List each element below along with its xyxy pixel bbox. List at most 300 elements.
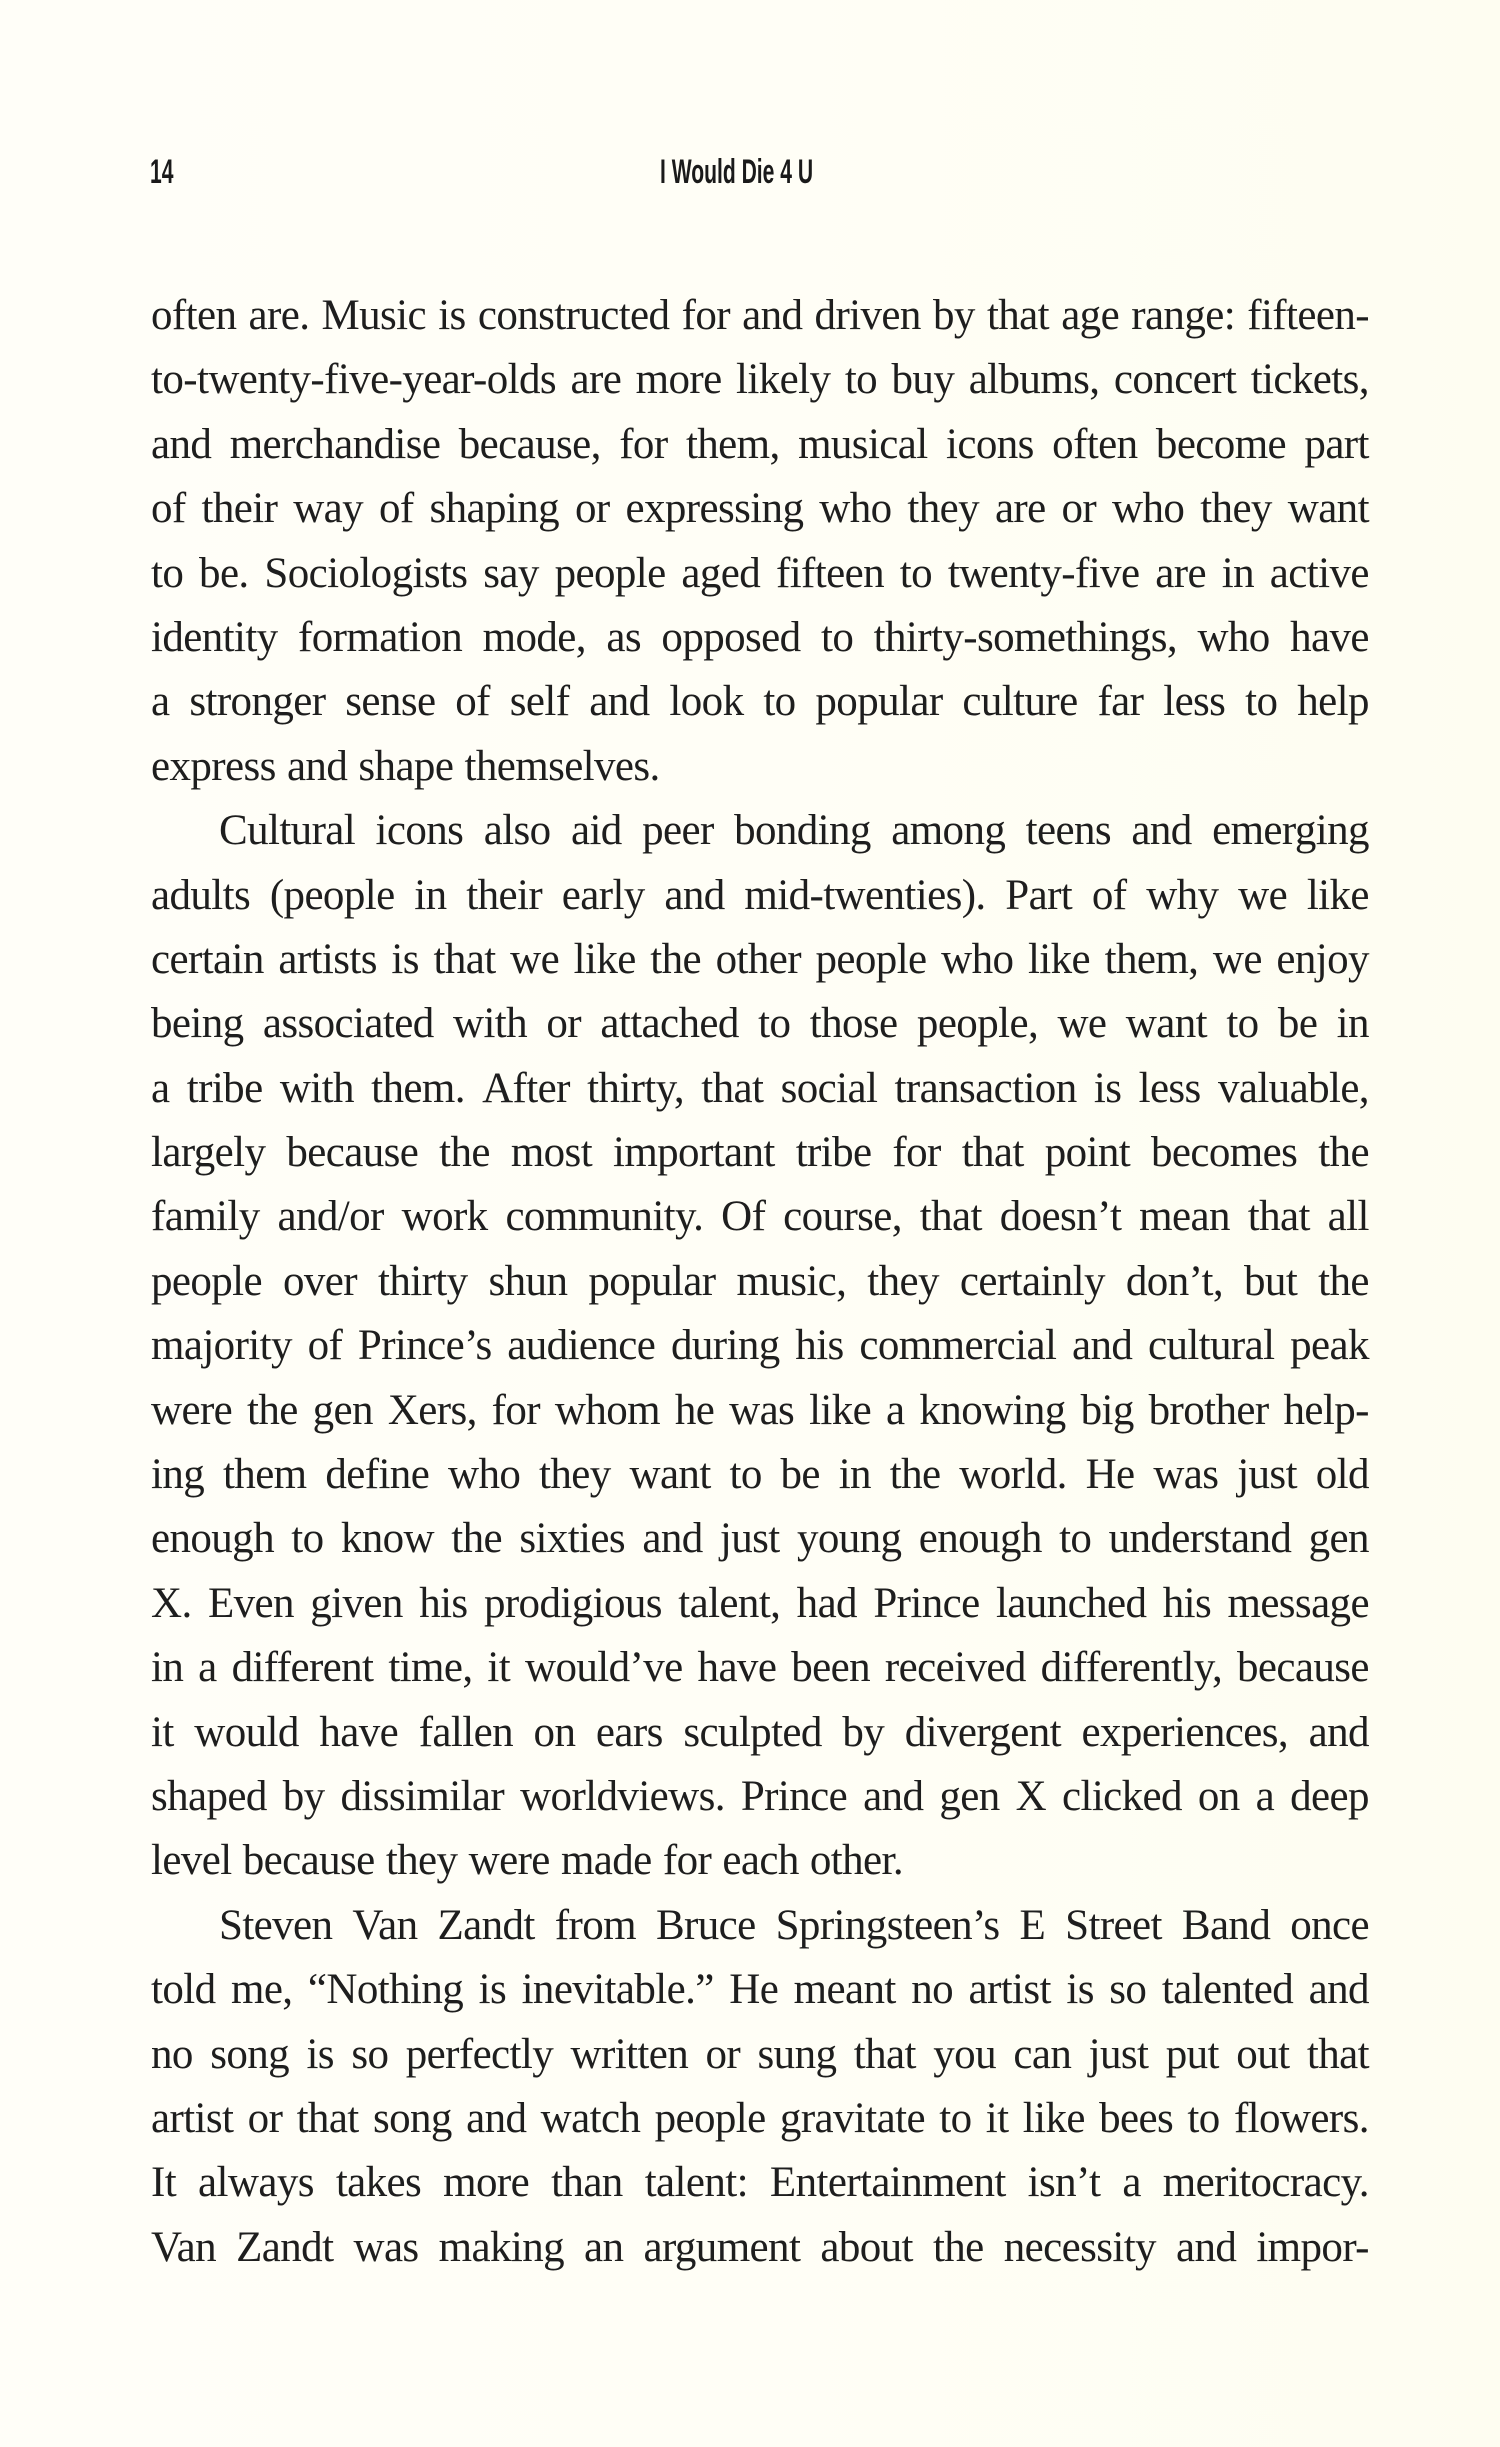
- word: by: [282, 1772, 325, 1820]
- word: was: [729, 1386, 795, 1434]
- word: Zandt: [236, 2223, 334, 2271]
- word: divergent: [904, 1708, 1061, 1756]
- text-line: [151, 606, 1369, 670]
- word: and: [151, 420, 212, 468]
- word: once: [1290, 1901, 1369, 1949]
- word: but: [1244, 1257, 1298, 1305]
- word: of: [1091, 871, 1127, 919]
- word: talent:: [644, 2159, 748, 2207]
- word: valuable,: [1217, 1064, 1369, 1112]
- word: who: [819, 485, 892, 533]
- word: in: [414, 871, 447, 919]
- word: to: [758, 1000, 791, 1048]
- word: fallen: [418, 1708, 513, 1756]
- word: bonding: [734, 807, 871, 855]
- word: they: [907, 485, 980, 533]
- word: no: [911, 1966, 954, 2014]
- word: they: [1200, 485, 1272, 533]
- word: for: [662, 1837, 712, 1885]
- word: ears: [595, 1708, 663, 1756]
- word: look: [669, 678, 744, 726]
- word: other: [715, 935, 801, 983]
- word: Xers,: [387, 1386, 477, 1434]
- text-line: [151, 1958, 1369, 2022]
- word: Steven: [219, 1901, 333, 1949]
- word: brother: [1148, 1386, 1269, 1434]
- word: Part: [1005, 871, 1073, 919]
- word: want: [629, 1451, 711, 1499]
- word: are: [994, 485, 1046, 533]
- text-line: [151, 2151, 1369, 2215]
- word: that: [919, 1193, 982, 1241]
- word: thirty: [377, 1257, 468, 1305]
- word: the: [451, 1515, 503, 1563]
- word: part: [1304, 420, 1369, 468]
- word: because,: [458, 420, 601, 468]
- word: Band: [1181, 1901, 1271, 1949]
- word: just: [1237, 1451, 1297, 1499]
- word: their: [201, 485, 278, 533]
- word: Music: [321, 292, 427, 339]
- word: for: [681, 292, 730, 339]
- word: them.: [371, 1064, 465, 1112]
- text-line: [151, 2023, 1369, 2087]
- word: Prince: [740, 1772, 848, 1820]
- word: who: [1197, 613, 1270, 661]
- word: Sociologists: [264, 549, 468, 597]
- word: necessity: [1003, 2223, 1156, 2271]
- word: sung: [757, 2030, 837, 2078]
- word: whom: [554, 1386, 660, 1434]
- word: given: [310, 1579, 403, 1627]
- word: and: [1308, 1708, 1369, 1756]
- word: say: [483, 549, 539, 597]
- word: Of: [721, 1193, 766, 1241]
- word: artist: [151, 2094, 234, 2142]
- word: or: [705, 2030, 741, 2078]
- word: talent,: [678, 1579, 781, 1627]
- word: by: [842, 1708, 885, 1756]
- word: family: [151, 1193, 260, 1241]
- word: to: [1187, 2094, 1220, 2142]
- word: is: [391, 935, 419, 983]
- word: define: [325, 1451, 430, 1499]
- word: is: [1093, 1064, 1122, 1112]
- word: all: [1327, 1193, 1369, 1241]
- word: it: [151, 1708, 174, 1756]
- word: active: [1269, 549, 1369, 597]
- word: E: [1019, 1901, 1046, 1949]
- word: meritocracy.: [1162, 2159, 1369, 2207]
- word: is: [306, 2030, 334, 2078]
- word: song: [372, 2094, 452, 2142]
- word: on: [1197, 1772, 1240, 1820]
- word: the: [932, 2223, 984, 2271]
- word: associated: [262, 1000, 434, 1048]
- word: in: [1221, 549, 1254, 597]
- word: written: [570, 2030, 689, 2078]
- text-line: [151, 477, 1369, 541]
- word: of: [378, 485, 414, 533]
- word: was: [353, 2223, 419, 2271]
- word: that: [433, 935, 496, 983]
- word: course,: [783, 1193, 902, 1241]
- word: or: [574, 485, 610, 533]
- word: inevitable.”: [521, 1966, 714, 2014]
- word: me,: [230, 1966, 293, 2014]
- word: bees: [1099, 2094, 1174, 2142]
- word: social: [780, 1064, 878, 1112]
- word: to: [763, 678, 796, 726]
- word: fifteen-: [1247, 292, 1369, 339]
- word: argument: [643, 2223, 801, 2271]
- word: like: [809, 1386, 872, 1434]
- word: that: [1247, 1193, 1310, 1241]
- word: would’ve: [525, 1644, 683, 1692]
- word: world.: [959, 1451, 1067, 1499]
- word: can: [1013, 2030, 1072, 2078]
- word: been: [791, 1644, 871, 1692]
- word: have: [697, 1644, 777, 1692]
- word: are.: [248, 292, 310, 339]
- word: would: [194, 1708, 299, 1756]
- word: aged: [681, 549, 761, 597]
- word: always: [198, 2159, 314, 2207]
- word: about: [820, 2223, 913, 2271]
- word: mode,: [482, 613, 586, 661]
- word: Prince: [873, 1579, 980, 1627]
- word: have: [1290, 613, 1369, 661]
- word: watch: [540, 2094, 641, 2142]
- word: fifteen: [775, 549, 884, 597]
- text-line: [151, 1443, 1369, 1507]
- word: music,: [736, 1257, 847, 1305]
- word: cultural: [1147, 1322, 1275, 1370]
- word: sense: [345, 678, 436, 726]
- word: shaping: [429, 485, 560, 533]
- word: musical: [798, 420, 928, 468]
- word: adults: [151, 871, 251, 919]
- word: opposed: [661, 613, 801, 661]
- word: driven: [814, 292, 921, 339]
- word: deep: [1290, 1772, 1369, 1820]
- text-line: [151, 348, 1369, 412]
- word: a: [151, 678, 170, 726]
- word: are: [1155, 549, 1206, 597]
- paragraph: [151, 1894, 1369, 2280]
- word: and: [742, 292, 803, 339]
- word: because: [1237, 1644, 1369, 1692]
- word: understand: [1108, 1515, 1292, 1563]
- word: for: [892, 1129, 941, 1177]
- word: mid-twenties).: [744, 871, 986, 919]
- word: themselves.: [464, 742, 660, 790]
- word: concert: [1113, 356, 1237, 404]
- text-line: [151, 1701, 1369, 1765]
- word: big: [1080, 1386, 1134, 1434]
- word: them: [222, 1451, 307, 1499]
- paragraph: [151, 799, 1369, 1894]
- word: to: [291, 1515, 324, 1563]
- text-line: [151, 2087, 1369, 2151]
- word: in: [151, 1644, 184, 1692]
- word: talented: [1161, 1966, 1294, 2014]
- word: and: [642, 1515, 703, 1563]
- word: told: [151, 1966, 216, 2014]
- word: made: [560, 1837, 652, 1885]
- word: important: [612, 1129, 775, 1177]
- word: teens: [1025, 807, 1112, 855]
- word: express: [151, 742, 276, 790]
- text-line: [151, 1379, 1369, 1443]
- word: is: [438, 292, 466, 339]
- word: the: [1318, 1257, 1369, 1305]
- word: enough: [918, 1515, 1042, 1563]
- word: the: [439, 1129, 490, 1177]
- word: that: [853, 2030, 916, 2078]
- word: for: [619, 420, 668, 468]
- word: differently,: [1040, 1644, 1223, 1692]
- word: perfectly: [405, 2030, 554, 2078]
- word: meant: [793, 1966, 896, 2014]
- word: stronger: [189, 678, 326, 726]
- word: like: [1027, 935, 1091, 983]
- word: want: [1125, 1000, 1207, 1048]
- word: as: [606, 613, 641, 661]
- word: doesn’t: [999, 1193, 1122, 1241]
- text-line: [151, 542, 1369, 606]
- word: to: [1245, 678, 1278, 726]
- word: also: [483, 807, 551, 855]
- word: Van: [151, 2223, 217, 2271]
- word: Bruce: [655, 1901, 756, 1949]
- word: of: [307, 1322, 343, 1370]
- word: they: [539, 1451, 611, 1499]
- word: X.: [151, 1579, 192, 1627]
- word: be: [1277, 1000, 1318, 1048]
- word: Zandt: [437, 1901, 535, 1949]
- word: constructed: [477, 292, 670, 339]
- word: people: [654, 2094, 766, 2142]
- word: largely: [151, 1129, 266, 1177]
- word: his: [419, 1579, 468, 1627]
- word: don’t,: [1125, 1257, 1224, 1305]
- text-line: [151, 1829, 1369, 1893]
- word: enjoy: [1276, 935, 1369, 983]
- word: the: [1318, 1129, 1369, 1177]
- word: like: [573, 935, 636, 983]
- word: Entertainment: [769, 2159, 1006, 2207]
- word: Springsteen’s: [775, 1901, 1000, 1949]
- word: who: [447, 1451, 521, 1499]
- word: like: [1306, 871, 1369, 919]
- word: aid: [570, 807, 622, 855]
- word: being: [151, 1000, 244, 1048]
- word: that: [296, 2094, 359, 2142]
- word: dissimilar: [340, 1772, 505, 1820]
- word: people: [151, 1257, 263, 1305]
- word: experiences,: [1081, 1708, 1289, 1756]
- text-line: [151, 992, 1369, 1056]
- word: audience: [507, 1322, 656, 1370]
- word: so: [351, 2030, 389, 2078]
- word: because: [242, 1837, 375, 1885]
- word: early: [561, 871, 645, 919]
- word: on: [533, 1708, 576, 1756]
- word: launched: [995, 1579, 1147, 1627]
- word: becomes: [1151, 1129, 1298, 1177]
- word: and: [664, 871, 725, 919]
- word: to: [939, 2094, 972, 2142]
- word: is: [478, 1966, 507, 2014]
- word: so: [1109, 1966, 1147, 2014]
- word: that: [986, 292, 1050, 339]
- word: song: [210, 2030, 290, 2078]
- word: message: [1227, 1579, 1369, 1627]
- word: and: [286, 742, 348, 790]
- word: gen: [1308, 1515, 1369, 1563]
- word: to: [844, 356, 878, 404]
- word: ing: [151, 1451, 205, 1499]
- word: by: [932, 292, 975, 339]
- word: more: [635, 356, 722, 404]
- word: likely: [736, 356, 831, 404]
- word: twenty-five: [947, 549, 1140, 597]
- word: to: [729, 1451, 762, 1499]
- word: far: [1097, 678, 1144, 726]
- word: other.: [809, 1837, 904, 1885]
- text-line: [151, 928, 1369, 992]
- text-line: [151, 1507, 1369, 1571]
- word: why: [1146, 871, 1219, 919]
- word: help-: [1283, 1386, 1369, 1434]
- word: people,: [916, 1000, 1039, 1048]
- word: buy: [891, 356, 955, 404]
- text-line: [151, 1765, 1369, 1829]
- word: a: [886, 1386, 905, 1434]
- word: clicked: [1061, 1772, 1182, 1820]
- word: flowers.: [1233, 2094, 1369, 2142]
- word: in: [1336, 1000, 1369, 1048]
- word: or: [546, 1000, 582, 1048]
- word: in: [838, 1451, 871, 1499]
- word: to: [820, 613, 854, 661]
- word: tribe: [795, 1129, 872, 1177]
- word: that: [701, 1064, 764, 1112]
- word: each: [722, 1837, 799, 1885]
- text-line: [151, 1250, 1369, 1314]
- word: a: [151, 1064, 170, 1112]
- word: those: [809, 1000, 898, 1048]
- word: knowing: [919, 1386, 1066, 1434]
- text-line: [151, 2216, 1369, 2280]
- word: to-twenty-five-year-olds: [151, 356, 557, 404]
- word: way: [293, 485, 364, 533]
- word: impor-: [1256, 2223, 1369, 2271]
- word: among: [891, 807, 1006, 855]
- word: their: [466, 871, 543, 919]
- word: popular: [815, 678, 943, 726]
- word: peak: [1290, 1322, 1369, 1370]
- word: and: [1071, 1322, 1133, 1370]
- word: making: [438, 2223, 564, 2271]
- word: X: [1015, 1772, 1047, 1820]
- word: more: [443, 2159, 530, 2207]
- word: that: [1306, 2030, 1369, 2078]
- text-line: [151, 1314, 1369, 1378]
- word: received: [884, 1644, 1026, 1692]
- word: worldviews.: [520, 1772, 725, 1820]
- word: be.: [199, 549, 249, 597]
- word: and: [466, 2094, 527, 2142]
- word: (people: [269, 871, 395, 919]
- word: people: [815, 935, 927, 983]
- word: we: [1212, 935, 1262, 983]
- word: often: [1052, 420, 1138, 468]
- word: to: [899, 549, 933, 597]
- word: emerging: [1212, 807, 1369, 855]
- word: takes: [335, 2159, 422, 2207]
- word: and: [1131, 807, 1192, 855]
- word: Even: [207, 1579, 294, 1627]
- word: a: [198, 1644, 217, 1692]
- word: thirty,: [587, 1064, 684, 1112]
- word: is: [1066, 1966, 1094, 2014]
- word: prodigious: [483, 1579, 662, 1627]
- word: put: [1165, 2030, 1219, 2078]
- word: enough: [151, 1515, 274, 1563]
- word: identity: [151, 613, 278, 661]
- word: who: [1112, 485, 1185, 533]
- word: just: [1088, 2030, 1149, 2078]
- word: artist: [968, 1966, 1051, 2014]
- word: we: [510, 935, 560, 983]
- word: often: [151, 292, 237, 339]
- word: it: [985, 2094, 1009, 2142]
- word: no: [151, 2030, 193, 2078]
- word: sculpted: [683, 1708, 822, 1756]
- word: to: [1226, 1000, 1259, 1048]
- word: old: [1315, 1451, 1369, 1499]
- word: during: [670, 1322, 780, 1370]
- word: the: [247, 1386, 298, 1434]
- page-number: 14: [150, 153, 174, 191]
- word: people: [554, 549, 666, 597]
- text-line: [151, 1185, 1369, 1249]
- word: He: [729, 1966, 779, 2014]
- word: level: [151, 1837, 232, 1885]
- running-title: I Would Die 4 U: [660, 153, 814, 191]
- word: a: [1122, 2159, 1141, 2207]
- word: them,: [685, 420, 780, 468]
- word: transaction: [894, 1064, 1077, 1112]
- word: for: [491, 1386, 540, 1434]
- word: less: [1138, 1064, 1201, 1112]
- word: his: [795, 1322, 844, 1370]
- word: or: [247, 2094, 283, 2142]
- word: just: [719, 1515, 780, 1563]
- word: mean: [1139, 1193, 1230, 1241]
- word: certain: [151, 935, 264, 983]
- word: like: [1022, 2094, 1085, 2142]
- word: artists: [278, 935, 377, 983]
- word: it: [487, 1644, 511, 1692]
- word: culture: [962, 678, 1078, 726]
- text-line: [151, 413, 1369, 477]
- word: different: [231, 1644, 374, 1692]
- word: than: [551, 2159, 623, 2207]
- word: shape: [358, 742, 454, 790]
